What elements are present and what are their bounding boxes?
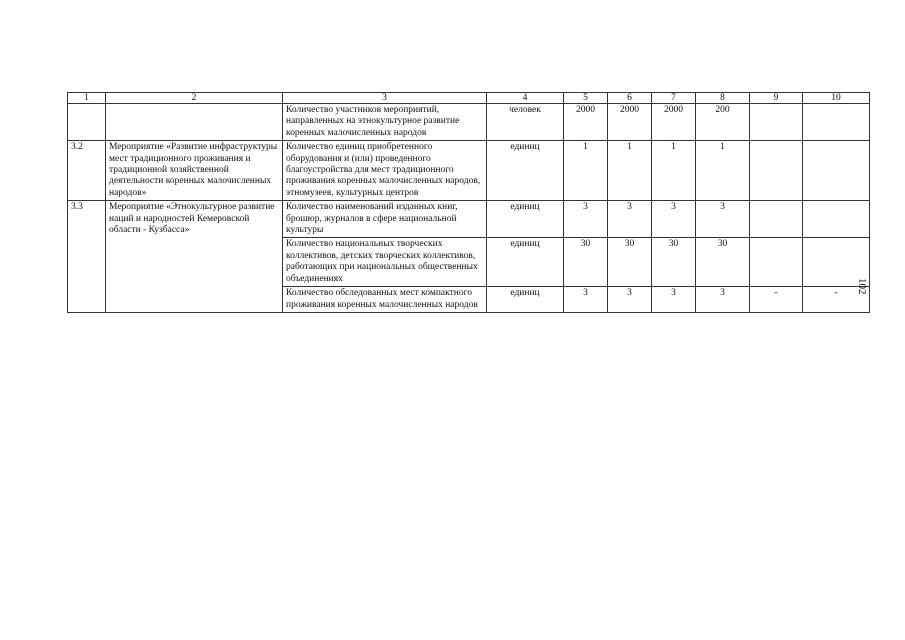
event-cell: Мероприятие «Развитие инфраструктуры мест традиционного проживания и традиционной хозяйственной деятельности коренных малочисленных народов» xyxy=(106,141,283,201)
indicator-cell: Количество обследованных мест компактного проживания коренных малочисленных народов xyxy=(283,287,487,313)
table-row xyxy=(68,201,870,238)
column-number-2: 2 xyxy=(106,93,283,104)
value-cell-8: 3 xyxy=(696,201,750,238)
table-row xyxy=(68,141,870,201)
column-number-3: 3 xyxy=(283,93,487,104)
value-cell-8: 1 xyxy=(696,141,750,201)
column-number-8: 8 xyxy=(696,93,750,104)
item-number-cell xyxy=(68,104,106,141)
item-number-cell: 3.3 xyxy=(68,201,106,313)
value-cell-9 xyxy=(750,238,803,287)
column-number-6: 6 xyxy=(608,93,652,104)
value-cell-9: - xyxy=(750,287,803,313)
page-number: 102 xyxy=(856,278,868,295)
value-cell-7: 30 xyxy=(652,238,696,287)
column-number-5: 5 xyxy=(564,93,608,104)
value-cell-6: 3 xyxy=(608,201,652,238)
value-cell-5: 3 xyxy=(564,201,608,238)
value-cell-8: 3 xyxy=(696,287,750,313)
value-cell-6: 2000 xyxy=(608,104,652,141)
unit-cell: человек xyxy=(487,104,564,141)
column-number-7: 7 xyxy=(652,93,696,104)
event-cell xyxy=(106,104,283,141)
value-cell-7: 2000 xyxy=(652,104,696,141)
column-number-10: 10 xyxy=(803,93,870,104)
value-cell-8: 30 xyxy=(696,238,750,287)
indicator-cell: Количество единиц приобретенного оборудования и (или) проведенного благоустройства для мест традиционного проживания коренных малочисленных народов, этномузеев, культурных центров xyxy=(283,141,487,201)
value-cell-6: 30 xyxy=(608,238,652,287)
column-number-9: 9 xyxy=(750,93,803,104)
value-cell-6: 1 xyxy=(608,141,652,201)
value-cell-9 xyxy=(750,201,803,238)
value-cell-8: 200 xyxy=(696,104,750,141)
value-cell-5: 30 xyxy=(564,238,608,287)
unit-cell: единиц xyxy=(487,287,564,313)
column-number-1: 1 xyxy=(68,93,106,104)
value-cell-5: 3 xyxy=(564,287,608,313)
value-cell-9 xyxy=(750,141,803,201)
unit-cell: единиц xyxy=(487,238,564,287)
table-row xyxy=(68,104,870,141)
value-cell-7: 3 xyxy=(652,287,696,313)
value-cell-5: 2000 xyxy=(564,104,608,141)
value-cell-10 xyxy=(803,141,870,201)
indicators-table xyxy=(67,92,870,313)
column-number-header-row xyxy=(68,93,870,104)
unit-cell: единиц xyxy=(487,201,564,238)
indicator-cell: Количество национальных творческих коллективов, детских творческих коллективов, работающих при национальных общественных объединениях xyxy=(283,238,487,287)
item-number-cell: 3.2 xyxy=(68,141,106,201)
value-cell-6: 3 xyxy=(608,287,652,313)
indicator-cell: Количество наименований изданных книг, брошюр, журналов в сфере национальной культуры xyxy=(283,201,487,238)
value-cell-10: - xyxy=(803,287,870,313)
value-cell-7: 3 xyxy=(652,201,696,238)
value-cell-5: 1 xyxy=(564,141,608,201)
value-cell-10 xyxy=(803,104,870,141)
event-cell: Мероприятие «Этнокультурное развитие наций и народностей Кемеровской области - Кузбасса» xyxy=(106,201,283,313)
unit-cell: единиц xyxy=(487,141,564,201)
indicator-cell: Количество участников мероприятий, направленных на этнокультурное развитие коренных малочисленных народов xyxy=(283,104,487,141)
column-number-4: 4 xyxy=(487,93,564,104)
value-cell-10 xyxy=(803,201,870,238)
value-cell-9 xyxy=(750,104,803,141)
value-cell-7: 1 xyxy=(652,141,696,201)
